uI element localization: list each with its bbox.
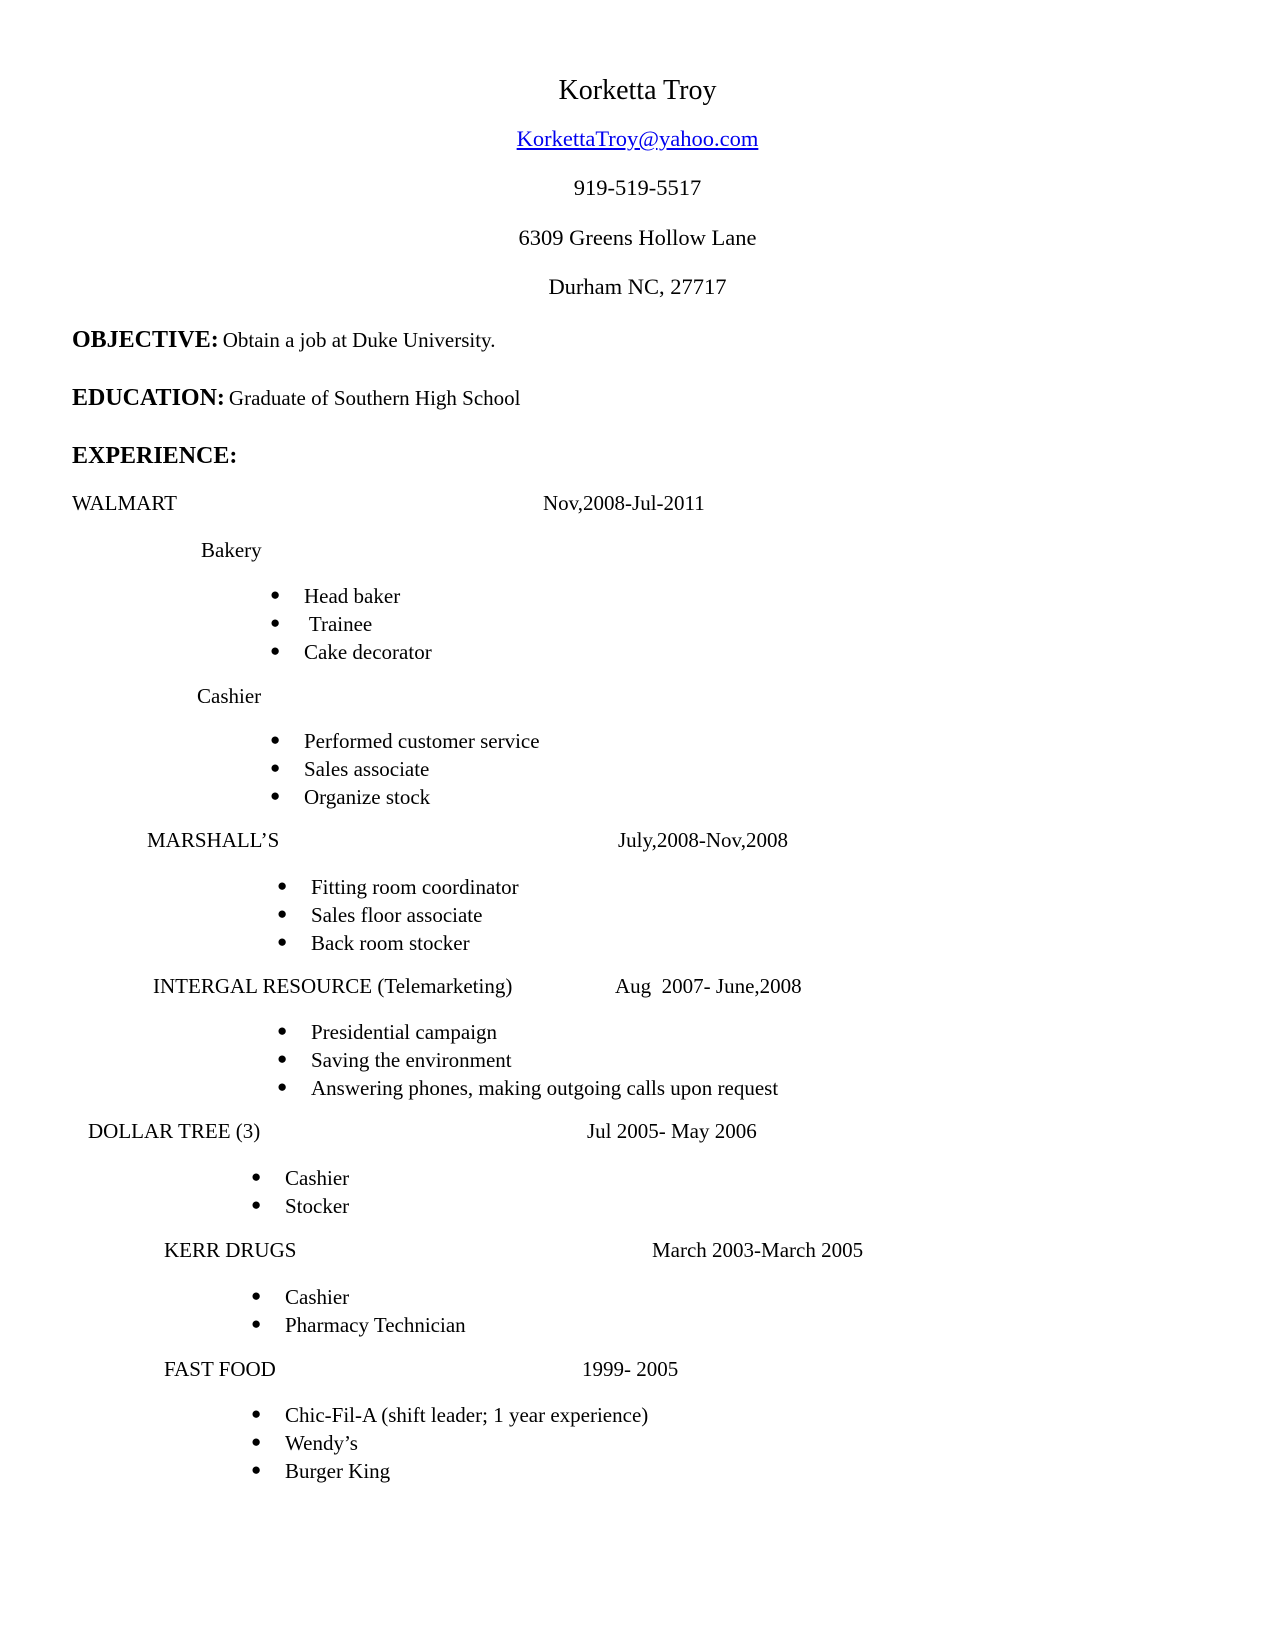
employer-intergal-resource: INTERGAL RESOURCE (Telemarketing) bbox=[153, 974, 513, 998]
dates-intergal-resource: Aug 2007- June,2008 bbox=[615, 974, 802, 998]
email-link[interactable]: KorkettaTroy@yahoo.com bbox=[516, 126, 759, 151]
employer-dollar-tree: DOLLAR TREE (3) bbox=[88, 1119, 261, 1143]
bullet-icon: ● bbox=[270, 613, 281, 632]
bullet-icon: ● bbox=[277, 1021, 288, 1040]
phone-number: 919-519-5517 bbox=[573, 175, 702, 200]
dates-marshalls: July,2008-Nov,2008 bbox=[618, 828, 788, 852]
experience-label: EXPERIENCE: bbox=[72, 443, 238, 469]
dates-fast-food: 1999- 2005 bbox=[582, 1357, 679, 1381]
bullet-icon: ● bbox=[270, 641, 281, 660]
bullet-icon: ● bbox=[251, 1432, 262, 1451]
bullet-icon: ● bbox=[251, 1314, 262, 1333]
bullet-icon: ● bbox=[277, 876, 288, 895]
walmart-role-cashier: Cashier bbox=[197, 684, 262, 708]
employer-fast-food: FAST FOOD bbox=[164, 1357, 276, 1381]
bullet-icon: ● bbox=[251, 1167, 262, 1186]
employer-walmart: WALMART bbox=[72, 491, 177, 515]
walmart-role-bakery: Bakery bbox=[201, 538, 262, 562]
objective-text: Obtain a job at Duke University. bbox=[222, 328, 496, 352]
education-label: EDUCATION: bbox=[72, 385, 225, 411]
address-line-1: 6309 Greens Hollow Lane bbox=[518, 225, 757, 250]
education-section bbox=[72, 386, 521, 410]
resume-page: Korketta Troy KorkettaTroy@yahoo.com 919-519-5517 6309 Greens Hollow Lane Durham NC, 27717 OBJECTIVE: Obtain a job at Duke University. EDUCATION: Graduate of Southern High School EXPERIENCE: WALMART Nov,2008-Jul-2011 Bakery ● Head baker ● Trainee ● Cake decorator Cashier ● Performed customer service ● Sales associate ● Organize stock MARSHALL’S July,2008-Nov,2008 ● Fitting room coordinator ● Sales floor associate ● Back room stocker INTERGAL RESOURCE (Telemarketing) Aug 2007- June,2008 ● Presidential campaign ● Saving the environment ● Answering phones, making outgoing calls upon request DOLLAR TREE (3) Jul 2005- May 2006 ● Cashier ● Stocker KERR DRUGS March 2003-March 2005 ● Cashier ● Pharmacy Technician FAST FOOD 1999- 2005 ● Chic-Fil-A (shift leader; 1 year experience) ● Wendy’s ● Burger King bbox=[0, 0, 1275, 1650]
objective-section bbox=[72, 328, 495, 352]
bullet-icon: ● bbox=[277, 1049, 288, 1068]
dates-dollar-tree: Jul 2005- May 2006 bbox=[587, 1119, 757, 1143]
applicant-name: Korketta Troy bbox=[558, 75, 717, 106]
bullet-icon: ● bbox=[251, 1195, 262, 1214]
dates-kerr-drugs: March 2003-March 2005 bbox=[652, 1238, 864, 1262]
bullet-icon: ● bbox=[251, 1460, 262, 1479]
education-text: Graduate of Southern High School bbox=[228, 386, 521, 410]
bullet-icon: ● bbox=[277, 904, 288, 923]
bullet-icon: ● bbox=[251, 1404, 262, 1423]
bullet-icon: ● bbox=[270, 786, 281, 805]
employer-marshalls: MARSHALL’S bbox=[147, 828, 280, 852]
bullet-icon: ● bbox=[270, 730, 281, 749]
address-line-2: Durham NC, 27717 bbox=[548, 274, 727, 299]
bullet-icon: ● bbox=[270, 758, 281, 777]
bullet-icon: ● bbox=[251, 1286, 262, 1305]
bullet-icon: ● bbox=[270, 585, 281, 604]
dates-walmart: Nov,2008-Jul-2011 bbox=[543, 491, 705, 515]
email-line bbox=[0, 128, 1275, 151]
objective-label: OBJECTIVE: bbox=[72, 327, 219, 353]
bullet-icon: ● bbox=[277, 932, 288, 951]
employer-kerr-drugs: KERR DRUGS bbox=[164, 1238, 297, 1262]
bullet-icon: ● bbox=[277, 1077, 288, 1096]
